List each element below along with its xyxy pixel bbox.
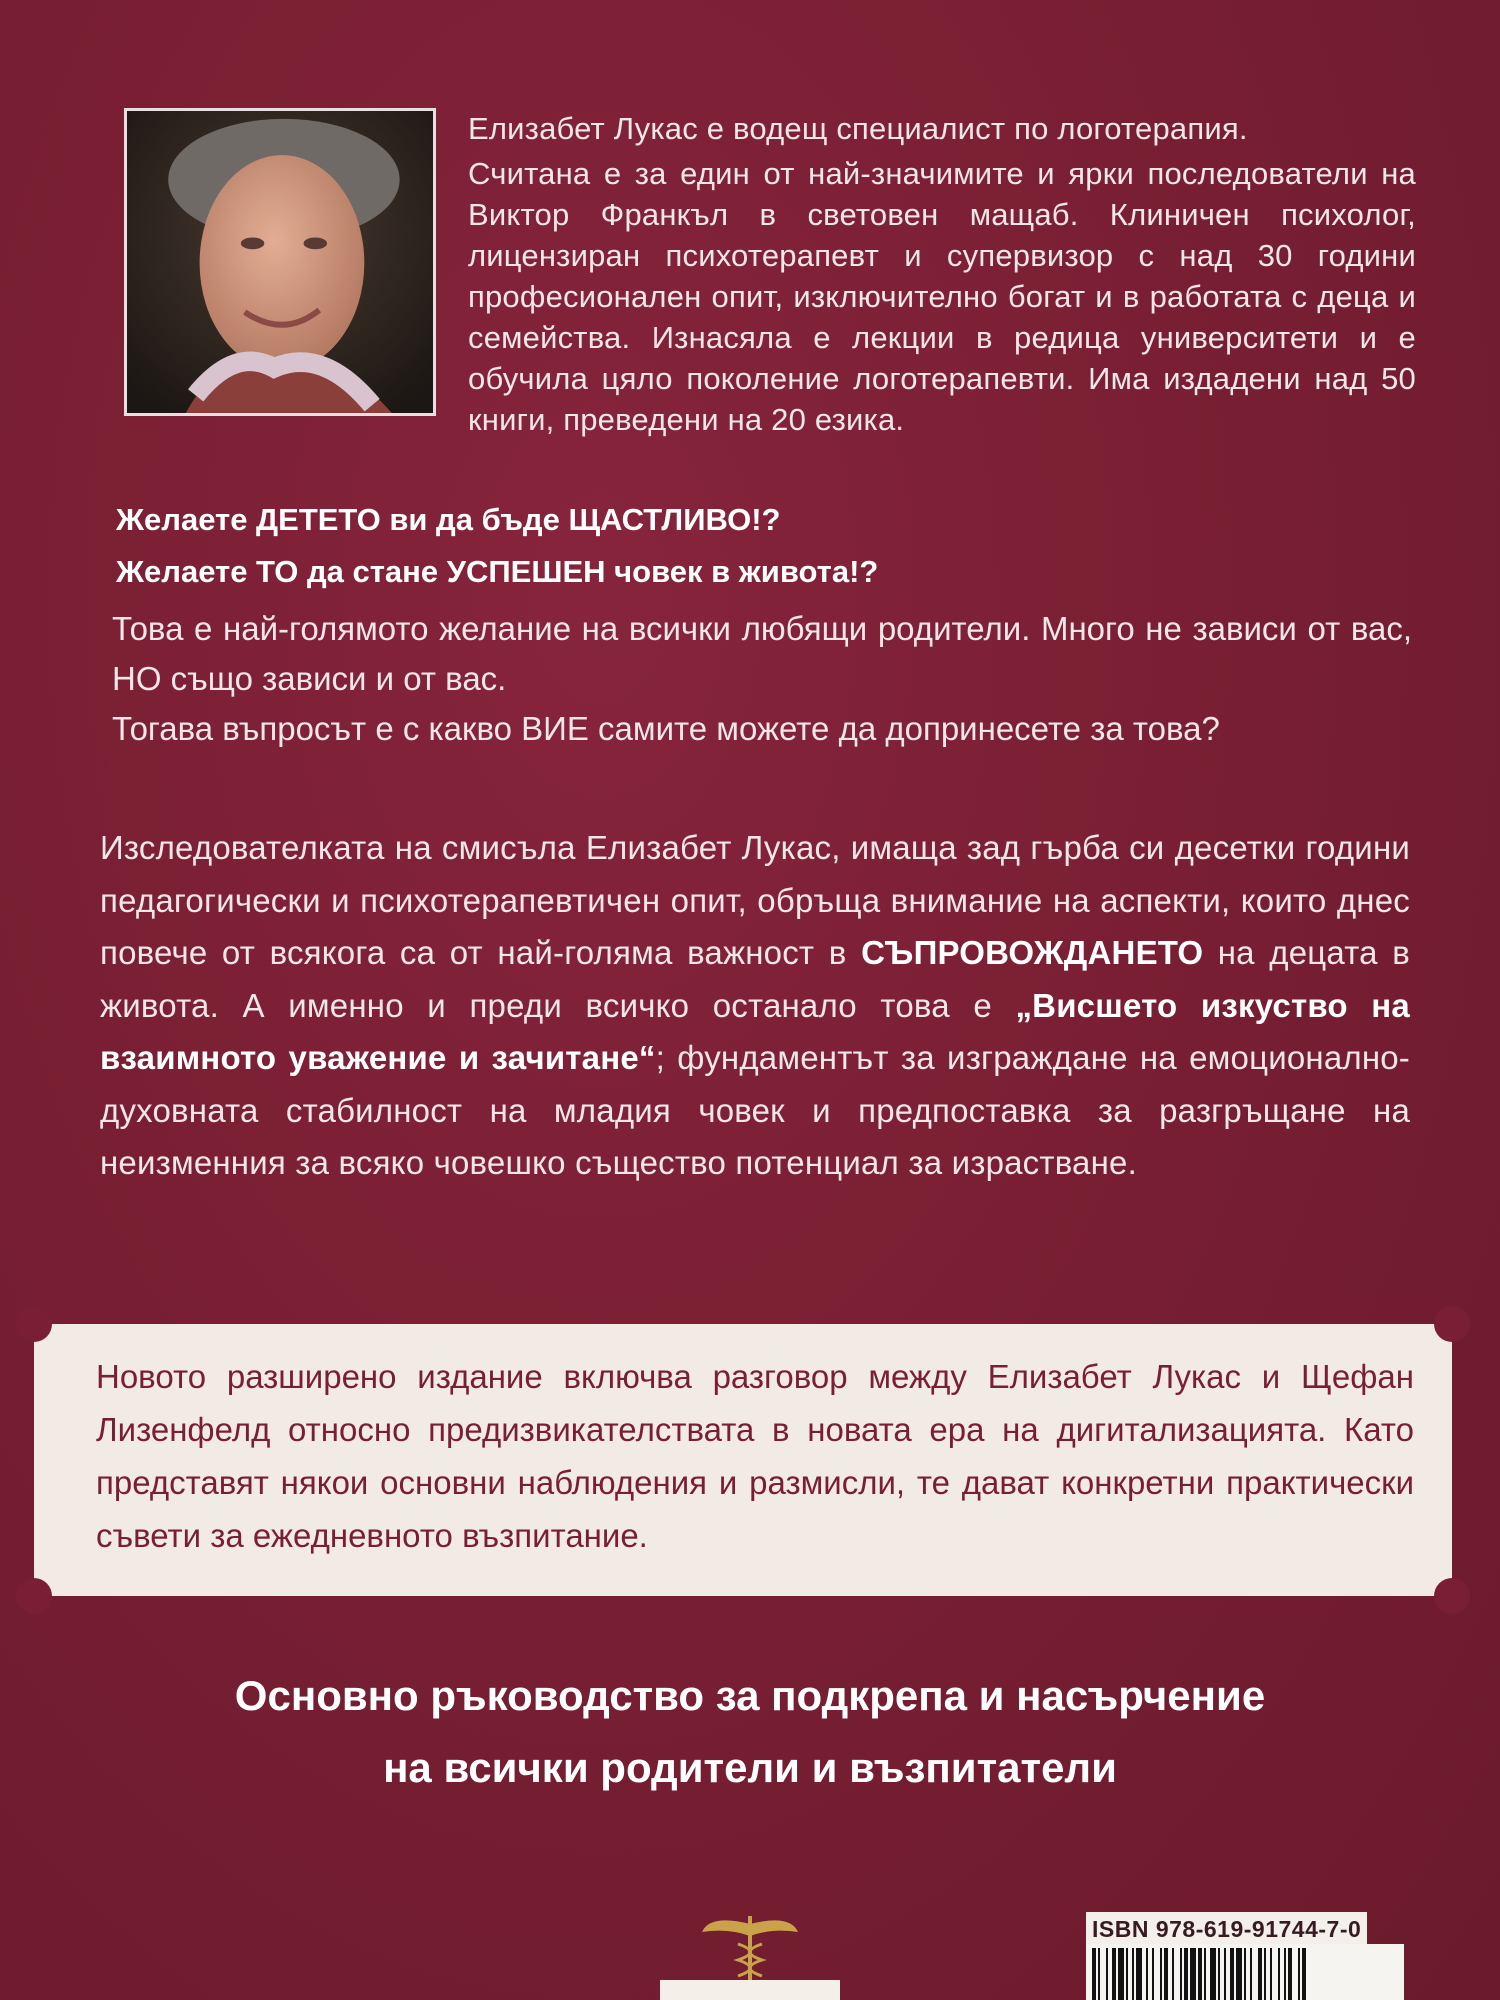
tagline-line-2: на всички родители и възпитатели (383, 1744, 1117, 1791)
barcode-bar (1098, 1948, 1100, 2000)
barcode-bar (1270, 1948, 1272, 2000)
barcode-bar (1172, 1948, 1174, 2000)
barcode-bar (1184, 1948, 1188, 2000)
barcode-bar (1258, 1948, 1262, 2000)
question-line-2: Желаете ТО да стане УСПЕШЕН човек в живота!? (116, 554, 879, 589)
intro-line-2: Тогава въпросът е с какво ВИЕ самите можете да допринесете за това? (112, 710, 1220, 747)
research-text-3: ; фундаментът за изграждане на емоционално-духовната стабилност на младия човек и предпоставка за разгръщане на неизменния за всяко човешко същество потенциал за израстване. (100, 1039, 1410, 1181)
barcode-bar (1250, 1948, 1252, 2000)
isbn-label: ISBN 978-619-91744-7-0 (1086, 1912, 1367, 1945)
barcode-bar (1180, 1948, 1182, 2000)
isbn-barcode (1086, 1944, 1404, 2000)
author-bio-lead: Елизабет Лукас е водещ специалист по логотерапия. (468, 111, 1248, 146)
barcode-bar (1224, 1948, 1226, 2000)
publisher-logo (650, 1910, 850, 2000)
barcode-bar (1204, 1948, 1206, 2000)
barcode-bar (1284, 1948, 1286, 2000)
author-bio (468, 108, 1416, 444)
barcode-bar (1244, 1948, 1246, 2000)
panel-corner-br (1434, 1578, 1470, 1614)
barcode-bar (1152, 1948, 1154, 2000)
panel-corner-bl (16, 1578, 52, 1614)
barcode-bar (1190, 1948, 1196, 2000)
barcode-bar (1298, 1948, 1300, 2000)
barcode-bar (1118, 1948, 1124, 2000)
barcode-bar (1230, 1948, 1234, 2000)
barcode-bar (1136, 1948, 1142, 2000)
author-photo (124, 108, 436, 416)
barcode-bar (1302, 1948, 1306, 2000)
barcode-bar (1218, 1948, 1220, 2000)
research-bold-2: „Висшето изкуство на взаимното уважение и зачитане“ (100, 986, 1410, 1076)
research-text-2: на децата в живота. А именно и преди всичко останало това е (100, 934, 1410, 1024)
question-block (116, 494, 1416, 598)
question-line-1: Желаете ДЕТЕТО ви да бъде ЩАСТЛИВО!? (116, 502, 781, 537)
research-bold-1: СЪПРОВОЖДАНЕТО (861, 934, 1204, 971)
research-text-1: Изследователката на смисъла Елизабет Лукас, имаща зад гърба си десетки години педагогически и психотерапевтичен опит, обръща внимание на аспекти, които днес повече от всякога са от най-голяма важност в (100, 829, 1410, 971)
barcode-bar (1106, 1948, 1108, 2000)
edition-panel-text: Новото разширено издание включва разговор между Елизабет Лукас и Щефан Лизенфелд относно предизвикателствата в новата ера на дигитализацията. Като представят някои основни наблюдения и размисли, те дават конкретни практически съвети за ежедневното възпитание. (96, 1358, 1414, 1554)
author-bio-text: Считана е за един от най-значимите и ярки последователи на Виктор Франкъл в световен мащаб. Клиничен психолог, лицензиран психотерапевт и супервизор с над 30 години професионален опит, изключително богат и в работата с деца и семейства. Изнасяла е лекции в редица университети и е обучила цяло поколение логотерапевти. Има издадени над 50 книги, преведени на 20 езика. (468, 156, 1416, 437)
intro-block (112, 604, 1412, 754)
barcode-bar (1288, 1948, 1292, 2000)
intro-line-1: Това е най-голямото желание на всички любящи родители. Много не зависи от вас, НО също зависи и от вас. (112, 610, 1412, 697)
tagline (80, 1660, 1420, 1804)
barcode-bar (1160, 1948, 1162, 2000)
barcode-bar (1278, 1948, 1280, 2000)
research-paragraph (100, 822, 1410, 1190)
barcode-bar (1210, 1948, 1216, 2000)
barcode-bar (1132, 1948, 1134, 2000)
barcode-bar (1236, 1948, 1242, 2000)
barcode-bar (1164, 1948, 1168, 2000)
barcode-bar (1112, 1948, 1116, 2000)
edition-panel (34, 1324, 1452, 1596)
tagline-line-1: Основно ръководство за подкрепа и насърчение (234, 1672, 1266, 1719)
caduceus-logo-icon (650, 1910, 850, 2000)
barcode-bar (1264, 1948, 1266, 2000)
author-portrait-icon (127, 111, 433, 413)
barcode-icon (1086, 1944, 1404, 2000)
barcode-bar (1198, 1948, 1202, 2000)
barcode-bar (1126, 1948, 1128, 2000)
barcode-bar (1146, 1948, 1148, 2000)
barcode-bar (1092, 1948, 1096, 2000)
